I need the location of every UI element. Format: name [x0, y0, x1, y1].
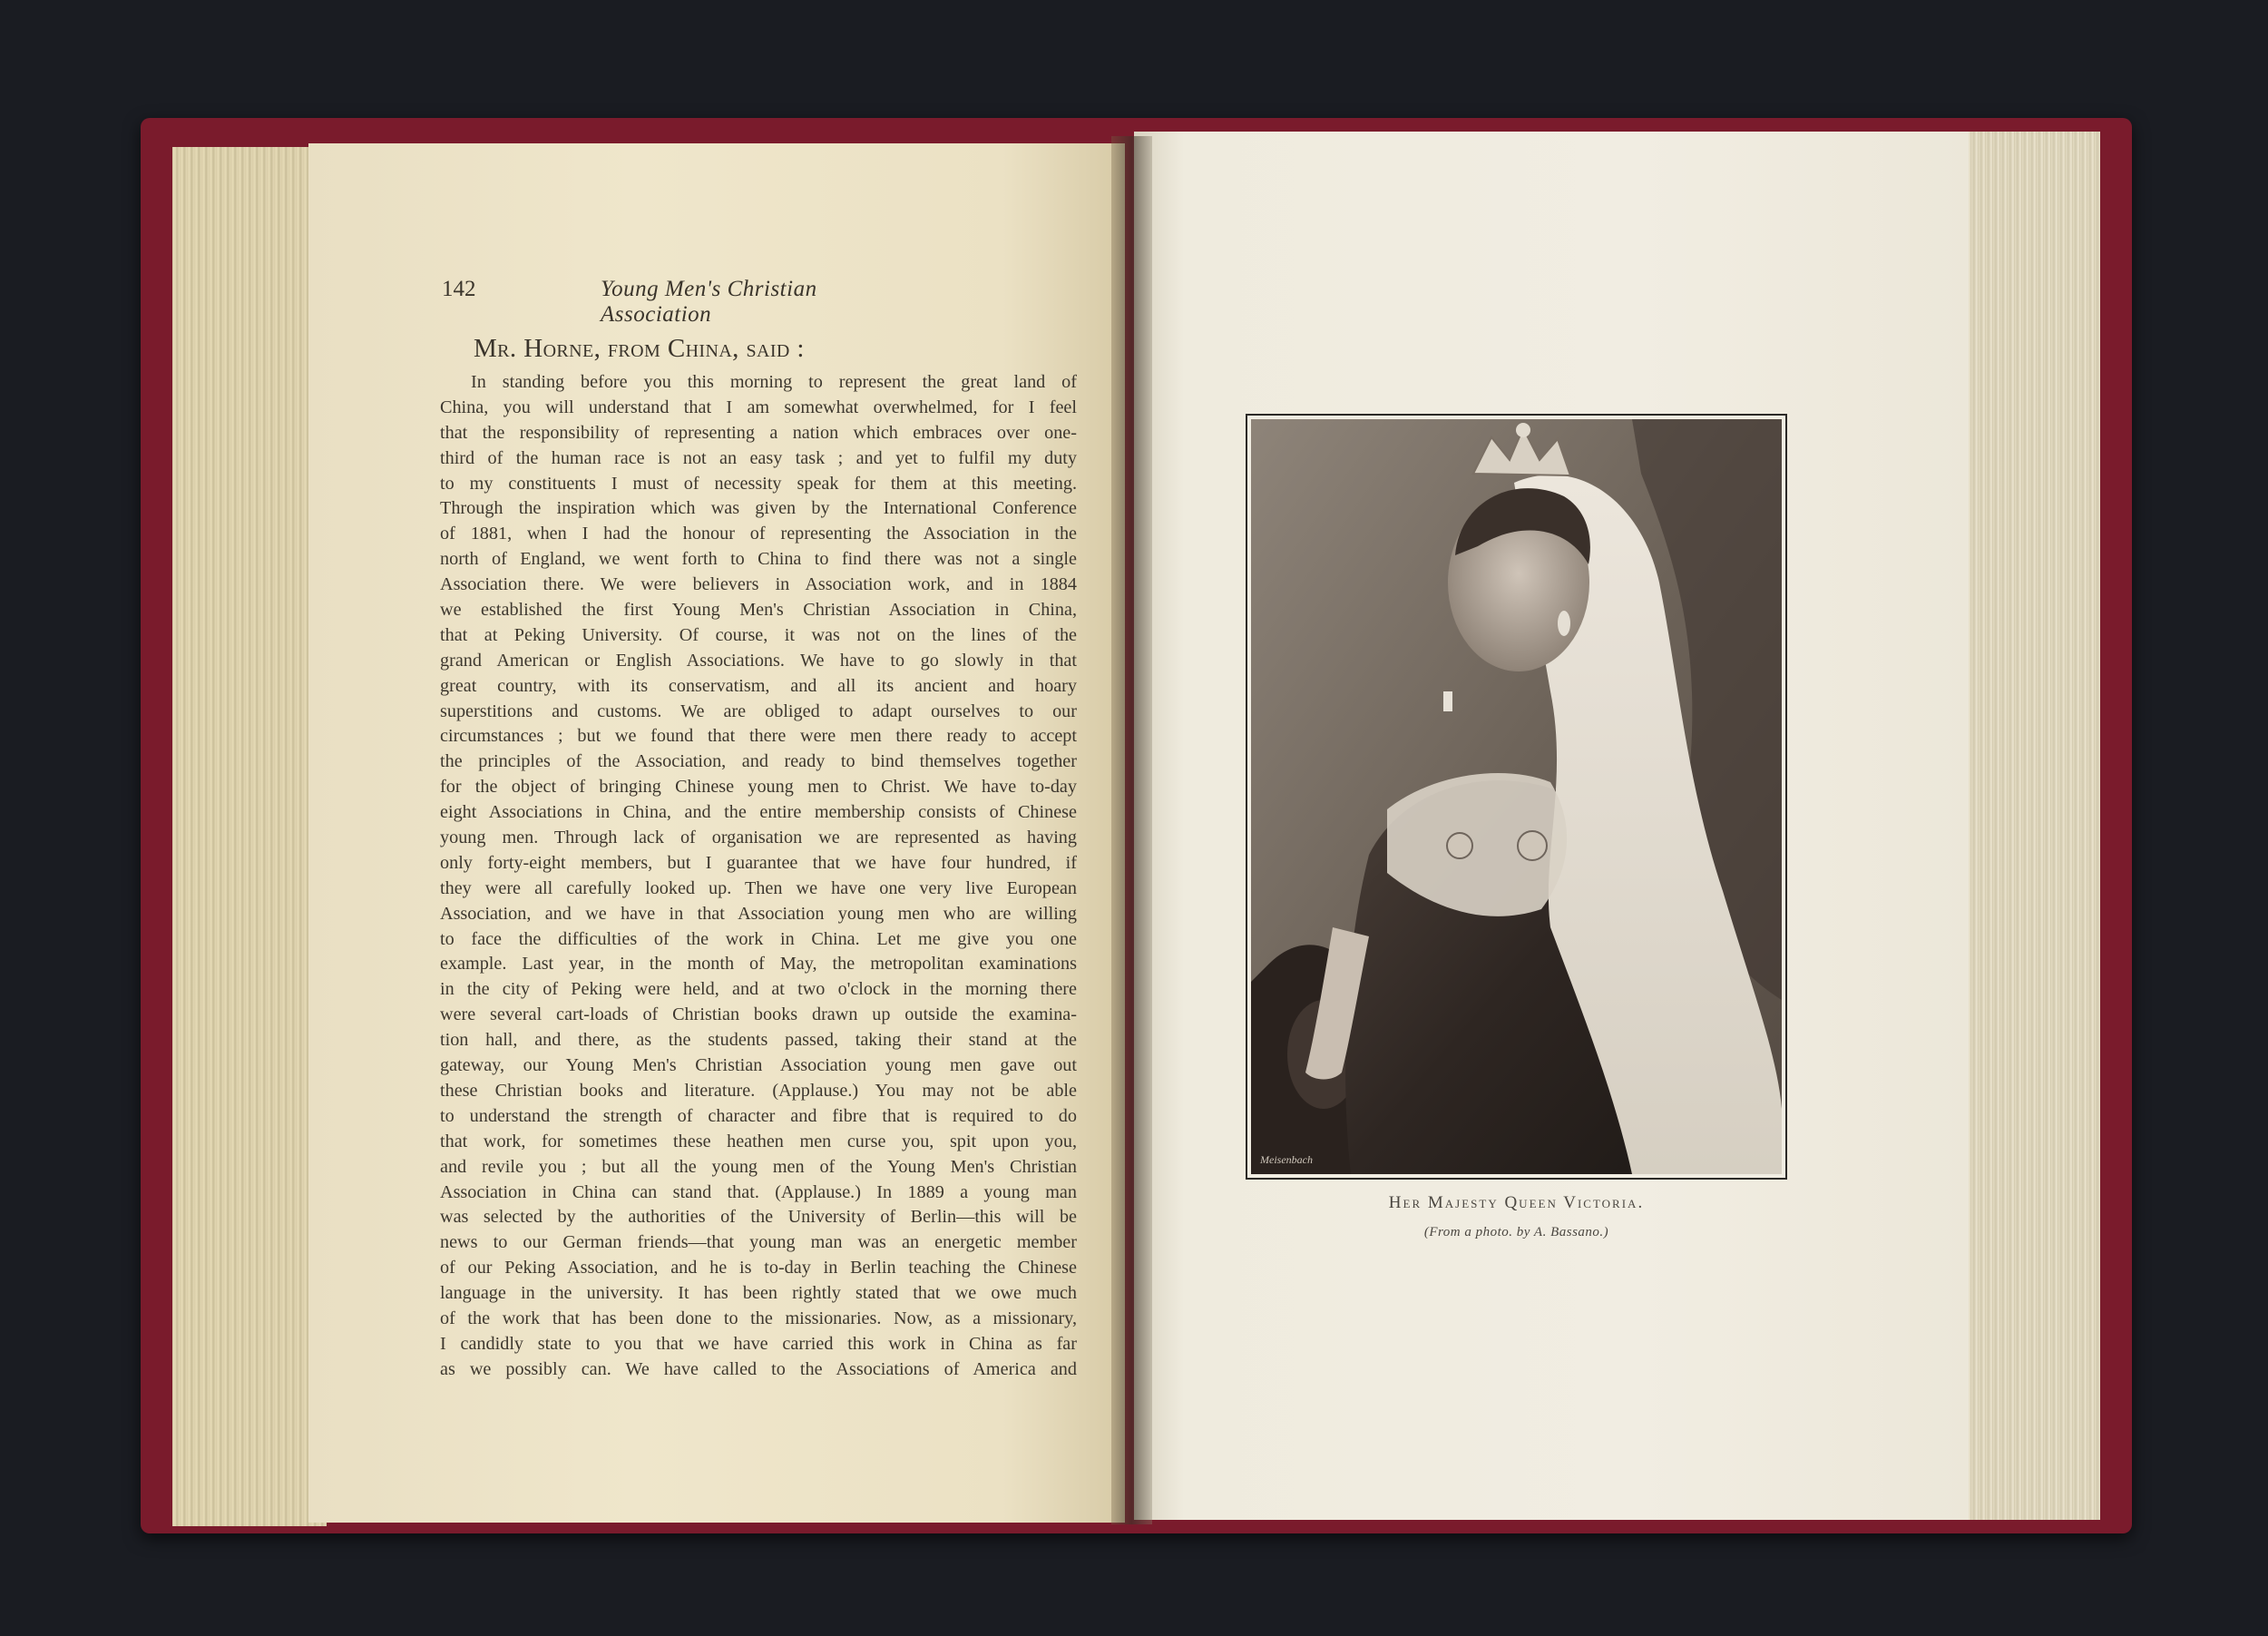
running-title: Young Men's Christian Association	[601, 277, 817, 327]
body-line: great country, with its conservatism, and all its ancient and hoary	[440, 675, 1077, 696]
speaker-heading: Mr. Horne, from China, said :	[474, 334, 805, 363]
right-page-edges	[1964, 132, 2100, 1520]
plate-credit: (From a photo. by A. Bassano.)	[1423, 1225, 1609, 1239]
body-line: were several cart-loads of Christian books drawn up outside the examina-	[440, 1004, 1077, 1025]
body-line: Association, and we have in that Association young men who are willing	[440, 903, 1077, 924]
body-line: in the city of Peking were held, and at two o'clock in the morning there	[440, 979, 1077, 1000]
body-line: to understand the strength of character and fibre that is required to do	[440, 1105, 1077, 1126]
body-line: gateway, our Young Men's Christian Association young men gave out	[440, 1055, 1077, 1076]
body-line: only forty-eight members, but I guarantee that we have four hundred, if	[440, 852, 1077, 873]
body-line: for the object of bringing Chinese young men to Christ. We have to-day	[440, 777, 1077, 798]
body-line: I candidly state to you that we have carried this work in China as far	[440, 1333, 1077, 1354]
body-line: the principles of the Association, and ready to bind themselves together	[440, 751, 1077, 772]
left-page-edges	[172, 147, 327, 1526]
body-line: grand American or English Associations. We have to go slowly in that	[440, 650, 1077, 671]
body-line: that work, for sometimes these heathen men curse you, spit upon you,	[440, 1131, 1077, 1151]
body-line: of our Peking Association, and he is to-day in Berlin teaching the Chinese	[440, 1258, 1077, 1278]
body-line: they were all carefully looked up. Then we have one very live European	[440, 877, 1077, 898]
body-line: to face the difficulties of the work in China. Let me give you one	[440, 928, 1077, 949]
portrait-plate	[1246, 414, 1787, 1180]
body-line: Through the inspiration which was given by the International Conference	[440, 498, 1077, 519]
page-number: 142	[442, 277, 476, 301]
body-line: to my constituents I must of necessity speak for them at this meeting.	[440, 473, 1077, 494]
body-line: eight Associations in China, and the entire membership consists of Chinese	[440, 802, 1077, 823]
body-line: circumstances ; but we found that there were men there ready to accept	[440, 726, 1077, 747]
body-line: third of the human race is not an easy task ; and yet to fulfil my duty	[440, 447, 1077, 468]
body-line: of 1881, when I had the honour of representing the Association in the	[440, 524, 1077, 544]
running-head	[442, 277, 923, 327]
body-line: as we possibly can. We have called to the Associations of America and	[440, 1358, 1077, 1379]
body-line: north of England, we went forth to China to find there was not a single	[440, 549, 1077, 570]
body-text	[440, 370, 1077, 1383]
body-line: Association there. We were believers in Association work, and in 1884	[440, 574, 1077, 595]
body-line: that at Peking University. Of course, it was not on the lines of the	[440, 624, 1077, 645]
body-line: In standing before you this morning to represent the great land of	[471, 372, 1077, 392]
body-line: of the work that has been done to the missionaries. Now, as a missionary,	[440, 1308, 1077, 1328]
portrait-photo	[1251, 419, 1782, 1174]
svg-text:Meisenbach: Meisenbach	[1260, 1153, 1313, 1166]
body-line: Association in China can stand that. (Applause.) In 1889 a young man	[440, 1181, 1077, 1202]
body-line: news to our German friends—that young man was an energetic member	[440, 1232, 1077, 1253]
body-line: tion hall, and there, as the students passed, taking their stand at the	[440, 1030, 1077, 1051]
body-line: and revile you ; but all the young men of the Young Men's Christian	[440, 1156, 1077, 1177]
body-line: superstitions and customs. We are obliged to adapt ourselves to our	[440, 700, 1077, 721]
body-line: was selected by the authorities of the University of Berlin—this will be	[440, 1207, 1077, 1228]
plate-caption: Her Majesty Queen Victoria.	[1388, 1193, 1645, 1212]
body-line: these Christian books and literature. (Applause.) You may not be able	[440, 1080, 1077, 1101]
body-line: young men. Through lack of organisation we are represented as having	[440, 828, 1077, 848]
body-line: language in the university. It has been rightly stated that we owe much	[440, 1283, 1077, 1304]
body-line: that the responsibility of representing a nation which embraces over one-	[440, 422, 1077, 443]
body-line: we established the first Young Men's Christian Association in China,	[440, 600, 1077, 621]
book-gutter	[1111, 136, 1152, 1524]
body-line: example. Last year, in the month of May, the metropolitan examinations	[440, 954, 1077, 975]
body-line: China, you will understand that I am somewhat overwhelmed, for I feel	[440, 397, 1077, 417]
